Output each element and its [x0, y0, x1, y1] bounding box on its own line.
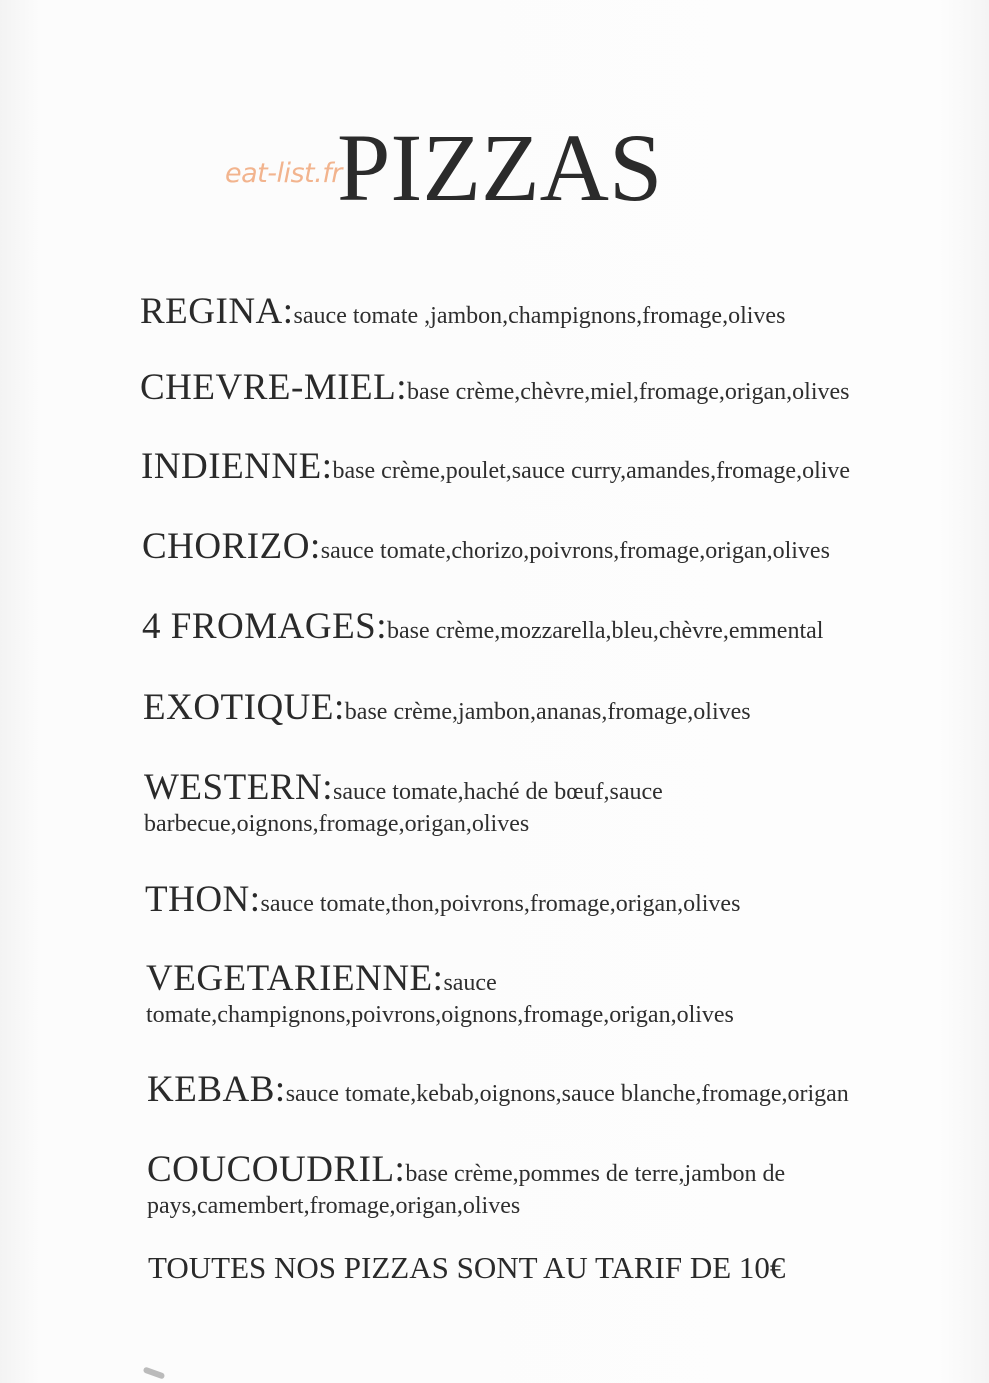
pizza-name: CHEVRE-MIEL: [140, 367, 408, 408]
watermark: eat-list.fr [225, 158, 342, 189]
pizza-ingredients-continued: barbecue,oignons,fromage,origan,olives [144, 811, 530, 837]
menu-item-thon [145, 878, 740, 921]
pizza-ingredients: sauce tomate,chorizo,poivrons,fromage,origan,olives [320, 538, 830, 564]
pizza-name: 4 FROMAGES: [142, 606, 388, 647]
pizza-name: CHORIZO: [142, 526, 321, 567]
pizza-ingredients: base crème,chèvre,miel,fromage,origan,olives [407, 379, 850, 405]
pizza-name: VEGETARIENNE: [146, 958, 444, 999]
menu-item-chevre-miel [140, 366, 850, 409]
menu-item-indienne [141, 445, 850, 488]
pizza-ingredients: sauce tomate,thon,poivrons,fromage,origan,olives [260, 891, 741, 917]
menu-item-chorizo [142, 525, 830, 568]
pizza-name: THON: [145, 879, 261, 920]
pizza-ingredients-continued: tomate,champignons,poivrons,oignons,fromage,origan,olives [146, 1002, 734, 1028]
pizza-name: WESTERN: [144, 767, 333, 808]
pizza-name: COUCOUDRIL: [147, 1149, 406, 1190]
menu-item-kebab [147, 1068, 849, 1111]
pizza-ingredients: base crème,pommes de terre,jambon de [405, 1161, 786, 1187]
header [225, 114, 725, 221]
pizza-name: REGINA: [140, 291, 294, 332]
pizza-ingredients: sauce [443, 970, 497, 996]
pizza-name: INDIENNE: [141, 446, 333, 487]
pizza-ingredients: sauce tomate,haché de bœuf,sauce [332, 779, 663, 805]
pizza-name: KEBAB: [147, 1069, 286, 1110]
price-note: TOUTES NOS PIZZAS SONT AU TARIF DE 10€ [148, 1250, 786, 1285]
pizza-ingredients: sauce tomate,kebab,oignons,sauce blanche,fromage,origan [285, 1081, 849, 1107]
menu-item-regina [140, 290, 785, 333]
pizza-ingredients: base crème,mozzarella,bleu,chèvre,emmental [387, 618, 824, 644]
pizza-ingredients-continued: pays,camembert,fromage,origan,olives [147, 1193, 521, 1219]
menu-item-4-fromages [142, 605, 823, 648]
menu-item-coucoudril [147, 1148, 785, 1220]
scan-speck [143, 1366, 166, 1379]
pizza-ingredients: base crème,jambon,ananas,fromage,olives [344, 699, 751, 725]
page-title: PIZZAS [337, 114, 663, 221]
menu-item-exotique [143, 686, 751, 729]
pizza-name: EXOTIQUE: [143, 687, 345, 728]
menu-item-vegetarienne [146, 957, 734, 1029]
pizza-ingredients: base crème,poulet,sauce curry,amandes,fromage,olive [332, 458, 851, 484]
menu-item-western [144, 766, 663, 838]
pizza-ingredients: sauce tomate ,jambon,champignons,fromage,olives [293, 303, 786, 329]
